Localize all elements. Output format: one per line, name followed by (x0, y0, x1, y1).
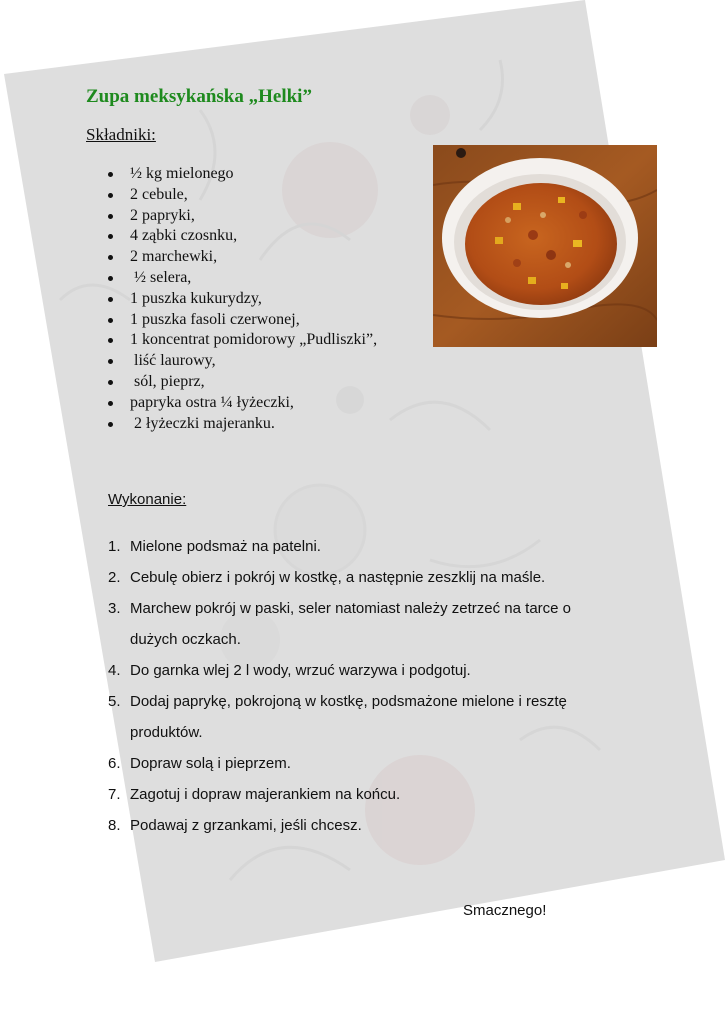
step-text: Dopraw solą i pieprzem. (130, 755, 291, 772)
step-text: Do garnka wlej 2 l wody, wrzuć warzywa i podgotuj. (130, 662, 471, 679)
ingredient-item: 2 marchewki, (108, 247, 377, 268)
method-steps-list (108, 531, 608, 841)
ingredient-item: liść laurowy, (108, 351, 377, 372)
step-number: 2. (108, 569, 121, 586)
ingredient-item: ½ kg mielonego (108, 164, 377, 185)
ingredient-item: 2 cebule, (108, 185, 377, 206)
step-text: Cebulę obierz i pokrój w kostkę, a następnie zeszklij na maśle. (130, 569, 546, 586)
method-step (108, 531, 608, 562)
method-step (108, 562, 608, 593)
ingredient-item: 1 puszka kukurydzy, (108, 289, 377, 310)
closing-text: Smacznego! (463, 902, 547, 919)
ingredient-item: 4 ząbki czosnku, (108, 226, 377, 247)
method-step (108, 655, 608, 686)
ingredient-item: 1 puszka fasoli czerwonej, (108, 310, 377, 331)
ingredient-item: sól, pieprz, (108, 372, 377, 393)
ingredient-item: papryka ostra ¼ łyżeczki, (108, 393, 377, 414)
step-number: 4. (108, 662, 121, 679)
method-step (108, 779, 608, 810)
step-text: Marchew pokrój w paski, seler natomiast należy zetrzeć na tarce o dużych oczkach. (130, 600, 572, 648)
step-number: 5. (108, 693, 121, 710)
step-text: Mielone podsmaż na patelni. (130, 538, 321, 555)
method-step (108, 686, 608, 748)
recipe-title: Zupa meksykańska „Helki” (86, 86, 312, 107)
step-number: 6. (108, 755, 121, 772)
method-step (108, 810, 608, 841)
soup-photo (433, 145, 657, 347)
method-step (108, 593, 608, 655)
method-heading: Wykonanie: (108, 491, 187, 508)
method-step (108, 748, 608, 779)
step-text: Zagotuj i dopraw majerankiem na końcu. (130, 786, 401, 803)
step-number: 7. (108, 786, 121, 803)
step-number: 3. (108, 600, 121, 617)
ingredient-item: 2 papryki, (108, 206, 377, 227)
step-text: Podawaj z grzankami, jeśli chcesz. (130, 817, 362, 834)
step-number: 8. (108, 817, 121, 834)
ingredient-item: 2 łyżeczki majeranku. (108, 414, 377, 435)
step-number: 1. (108, 538, 121, 555)
step-text: Dodaj paprykę, pokrojoną w kostkę, podsmażone mielone i resztę produktów. (130, 693, 567, 741)
ingredient-item: 1 koncentrat pomidorowy „Pudliszki”, (108, 330, 377, 351)
ingredient-item: ½ selera, (108, 268, 377, 289)
ingredients-list (108, 164, 377, 434)
ingredients-heading: Składniki: (86, 125, 156, 144)
